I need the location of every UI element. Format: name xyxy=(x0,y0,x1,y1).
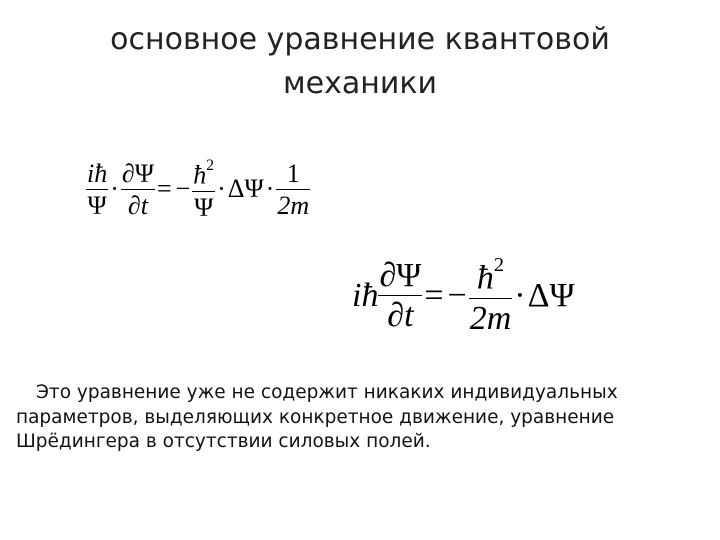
fraction-bar xyxy=(121,189,155,190)
fraction-numerator: iħ xyxy=(87,158,108,188)
laplacian-psi: ΔΨ xyxy=(527,276,575,314)
fraction-denominator: Ψ xyxy=(194,192,214,222)
fraction-numerator: 1 xyxy=(286,158,300,188)
title-line-2: механики xyxy=(283,66,437,101)
formula-schrodinger-free xyxy=(352,255,575,337)
title-line-1: основное уравнение квантовой xyxy=(110,22,610,57)
fraction-bar xyxy=(192,191,215,192)
fraction-denominator: 2m xyxy=(469,300,512,338)
multiply-dot: · xyxy=(514,276,526,314)
multiply-dot: · xyxy=(265,174,275,204)
fraction-bar xyxy=(469,298,513,299)
fraction-hbar-squared-over-psi xyxy=(192,158,215,221)
fraction-denominator: ∂t xyxy=(127,190,148,220)
fraction-one-over-2m xyxy=(276,160,310,220)
fraction-numerator: ∂Ψ xyxy=(379,256,422,294)
slide-title xyxy=(0,18,720,106)
description-text: Это уравнение уже не содержит никаких индивидуальных параметров, выделяющих конкретное движение, уравнение Шрёдингера в отсутствии силовых полей. xyxy=(16,382,618,452)
fraction-denominator: Ψ xyxy=(87,190,107,220)
formula-expanded xyxy=(86,158,310,221)
exponent: 2 xyxy=(493,254,505,276)
fraction-partial-psi-over-partial-t xyxy=(378,258,422,334)
fraction-bar xyxy=(378,295,422,296)
fraction-partial-psi-over-partial-t xyxy=(121,160,155,220)
laplacian-psi: ΔΨ xyxy=(227,174,264,204)
lhs-ih: iħ xyxy=(352,276,379,314)
fraction-ih-over-psi xyxy=(86,160,108,220)
fraction-numerator xyxy=(476,255,505,296)
fraction-bar xyxy=(86,189,108,190)
hbar-symbol: ħ xyxy=(476,259,494,297)
exponent: 2 xyxy=(206,157,215,174)
minus-sign: − xyxy=(175,174,191,204)
multiply-dot: · xyxy=(110,174,119,204)
fraction-denominator: ∂t xyxy=(387,297,414,335)
minus-sign: − xyxy=(447,276,467,314)
fraction-numerator xyxy=(192,158,215,189)
equals-sign: = xyxy=(424,276,444,314)
fraction-hbar-squared-over-2m xyxy=(469,255,513,337)
fraction-bar xyxy=(276,189,310,190)
hbar-symbol: ħ xyxy=(193,160,207,190)
fraction-numerator: ∂Ψ xyxy=(121,158,154,188)
fraction-denominator: 2m xyxy=(277,190,310,220)
multiply-dot: · xyxy=(217,174,226,204)
equals-sign: = xyxy=(156,174,172,204)
